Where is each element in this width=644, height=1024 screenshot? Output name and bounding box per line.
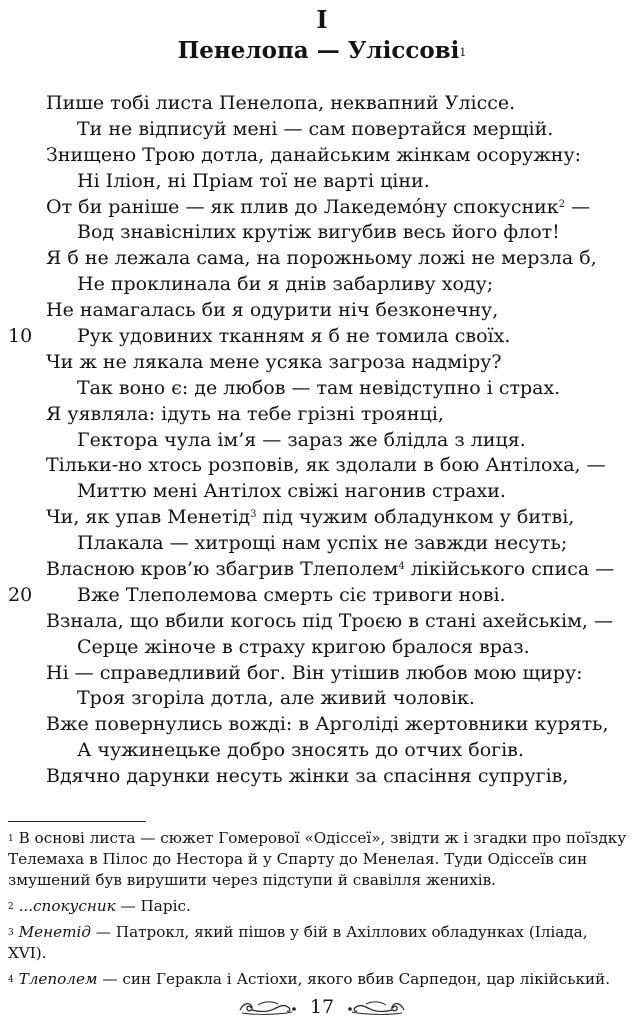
footnote-rule [8,821,146,822]
verse-text [77,220,560,246]
verse-text [46,609,613,635]
verse-text [46,350,502,376]
verse-text [77,428,526,454]
line-number: 10 [8,325,33,348]
verse-pentameter [0,324,644,350]
text-run: Троя згоріла дотла, але живий чоловік. [77,687,475,710]
text-run: А чужинецьке добро зносять до отчих богів. [77,739,524,762]
text-run: — син Геракла і Астіохи, якого вбив Сарпедон, цар лікійський. [97,970,611,988]
verse-hexameter [0,195,644,221]
verse-text [46,195,590,221]
scroll-flourish-icon [346,998,406,1016]
footnote-ref: 2 [558,198,566,210]
verse-pentameter [0,272,644,298]
text-run: Ні Іліон, ні Пріам тої не варті ціни. [77,169,430,192]
verse-text [77,376,560,402]
footnote [8,828,628,891]
text-run: Пише тобі листа Пенелопа, неквапний Улісcе. [46,92,516,114]
verse-text [77,169,430,195]
verse-hexameter [0,764,644,790]
text-run: Не проклинала би я днів забарливу ходу; [77,273,494,296]
page-number: 17 [309,996,335,1018]
text-run: От би раніше — як плив до Лакедемо́ну спокусник [46,195,559,218]
verse-text [46,91,515,117]
footnote-ref: 4 [398,561,405,573]
verse-text [77,738,524,764]
verse-pentameter [0,428,644,454]
footnote-number: 1 [8,834,14,844]
verse-text [46,505,574,531]
text-run: Так воно є: де любов — там невідступно і страх. [77,376,561,399]
text-run: В основі листа — сюжет Гомерової «Одіссеї», звідти ж і згадки про поїздку Телемаха в Пілос до Нестора й у Спарту до Менелая. Туди Одіссеїв син змушений був вирушити через підступи й свавілля женихів. [8,829,627,889]
text-run: Я уявляла: ідуть на тебе грізні троянці, [46,402,444,425]
text-run: Серце жіноче в страху кригою бралося враз. [77,635,530,658]
verse-pentameter [0,117,644,143]
verse-text [46,712,609,738]
footnote-ref: 3 [250,509,257,521]
verse-text [46,246,597,272]
verse-hexameter [0,402,644,428]
text-run: Чи, як упав Менетід [46,506,251,529]
text-run: лікійського списа — [404,558,615,581]
verse-hexameter [0,143,644,169]
verse-hexameter [0,91,644,117]
verse-hexameter [0,661,644,687]
verse-text [46,402,444,428]
text-run: Плакала — хитрощі нам успіх не завжди несуть; [77,532,568,555]
footnotes [8,828,628,995]
verse-text [77,324,510,350]
footnote-number: 3 [8,928,14,938]
footnote-number: 4 [8,975,14,985]
footnote-term: ...спокусник [18,897,116,915]
chapter-title [0,36,644,66]
text-run: — [565,195,591,218]
verse-text [46,453,606,479]
footnote-number: 2 [8,902,14,912]
verse-hexameter [0,246,644,272]
verse-text [77,531,567,557]
text-run: Рук удовиних тканням я б не томила своїх. [77,325,511,348]
verse-text [77,686,475,712]
text-run: Тільки-но хтось розповів, як здолали в бою Антілоха, — [46,454,606,477]
verse-hexameter [0,453,644,479]
text-run: Миттю мені Антілох свіжі нагонив страхи. [77,480,506,503]
footnote [8,896,628,917]
title-footnote-ref: 1 [459,46,467,59]
verse-text [77,479,506,505]
verse-pentameter [0,169,644,195]
verse-hexameter [0,350,644,376]
text-run: Власною кров’ю збагрив Тлеполем [46,558,399,581]
verse-text [77,272,493,298]
verse-text [77,117,553,143]
verse-pentameter [0,220,644,246]
verse-pentameter [0,583,644,609]
chapter-title-text: Пенелопа — Уліссові [177,37,460,64]
text-run: Не намагалась би я одурити ніч безконечну, [46,299,499,322]
text-run: Вод знавіснілих крутіж вигубив весь його флот! [77,221,560,244]
text-run: Взнала, що вбили когось під Троєю в стані ахейськім, — [46,609,613,632]
verse-pentameter [0,479,644,505]
verse-text [77,583,506,609]
text-run: — Патрокл, який пішов у бій в Ахіллових обладунках (Іліада, XVI). [8,923,588,962]
verse-pentameter [0,635,644,661]
text-run: під чужим обладунком у битві, [256,506,575,529]
verse-pentameter [0,686,644,712]
text-run: Вдячно дарунки несуть жінки за спасіння супругів, [46,765,569,788]
verse-text [46,143,581,169]
verse-text [46,661,583,687]
verse-hexameter [0,557,644,583]
verse-hexameter [0,609,644,635]
verse-text [46,764,568,790]
text-run: Вже повернулись вожді: в Арголіді жертовники курять, [46,713,609,736]
footnote [8,969,628,990]
text-run: Чи ж не лякала мене усяка загроза надміру? [46,350,502,373]
verse-text [77,635,530,661]
text-run: Ти не відписуй мені — сам повертайся мерщій. [77,117,554,140]
verse-pentameter [0,738,644,764]
verse-text [46,298,498,324]
verse-pentameter [0,376,644,402]
verse-hexameter [0,505,644,531]
verse-pentameter [0,531,644,557]
footnote-term: Менетід [18,923,91,941]
text-run: — Паріс. [115,897,191,915]
page-footer [0,994,644,1020]
text-run: Знищено Трою дотла, данайським жінкам осоружну: [46,143,582,166]
footnote [8,922,628,964]
text-run: Гектора чула ім’я — зараз же блідла з лиця. [77,428,526,451]
line-number: 20 [8,583,33,606]
text-run: Я б не лежала сама, на порожньому ложі не мерзла б, [46,247,597,270]
verse-hexameter [0,298,644,324]
verse-hexameter [0,712,644,738]
text-run: Вже Тлеполемова смерть сіє тривоги нові. [77,583,506,606]
chapter-numeral: I [316,5,328,34]
text-run: Ні — справедливий бог. Він утішив любов мою щиру: [46,661,583,684]
poem [0,91,644,790]
verse-text [46,557,614,583]
footnote-term: Тлеполем [18,970,98,988]
